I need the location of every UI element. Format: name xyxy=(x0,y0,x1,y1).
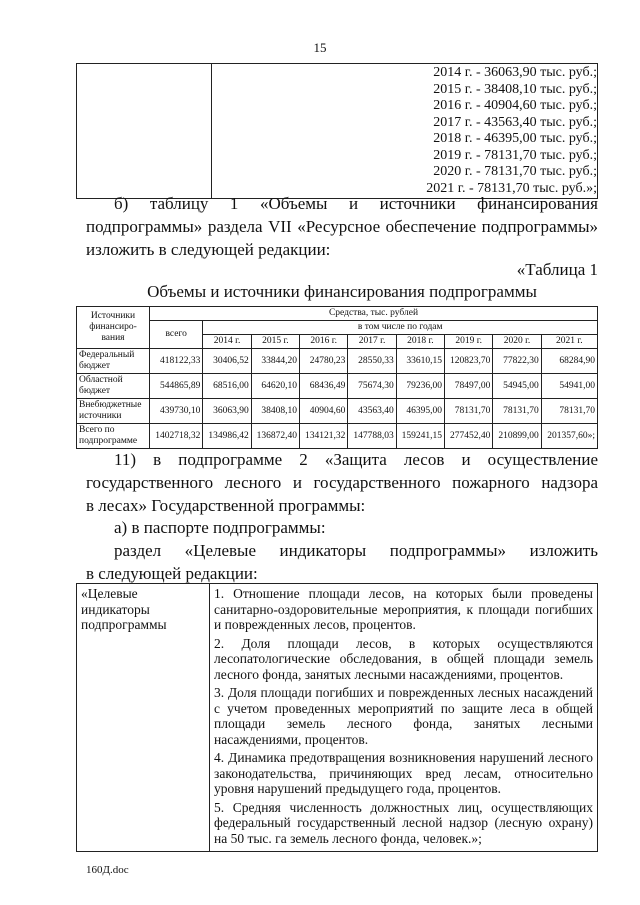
row-value: 64620,10 xyxy=(251,374,299,399)
paragraph-b-line-3: изложить в следующей редакции: xyxy=(86,240,331,259)
funding-values-cell xyxy=(212,64,598,199)
row-value: 33610,15 xyxy=(396,349,444,374)
table-title: Объемы и источники финансирования подпрограммы xyxy=(147,282,537,301)
paragraph-11 xyxy=(86,448,598,517)
targets-table xyxy=(76,583,598,852)
header-source: Источники финансиро-вания xyxy=(77,307,150,349)
paragraph-b-line-2: подпрограммы» раздела VII «Ресурсное обеспечение подпрограммы» xyxy=(86,217,598,236)
row-source: Внебюджетные источники xyxy=(77,399,150,424)
row-value: 78131,70 xyxy=(493,399,541,424)
paragraph-section-line-2: в следующей редакции: xyxy=(86,564,258,583)
table-row xyxy=(77,424,598,449)
targets-items-cell xyxy=(210,584,598,852)
header-year: 2017 г. xyxy=(348,335,396,349)
targets-label: «Целевые индикаторы подпрограммы xyxy=(77,584,210,852)
row-value: 24780,23 xyxy=(300,349,348,374)
paragraph-11-line-1: 11) в подпрограмме 2 «Защита лесов и осуществление xyxy=(114,450,598,469)
header-year: 2020 г. xyxy=(493,335,541,349)
row-value: 77822,30 xyxy=(493,349,541,374)
row-value: 120823,70 xyxy=(445,349,493,374)
row-value: 46395,00 xyxy=(396,399,444,424)
funding-line-2021: 2021 г. - 78131,70 тыс. руб.»; xyxy=(426,180,597,196)
row-value: 159241,15 xyxy=(396,424,444,449)
target-item: 3. Доля площади погибших и поврежденных лесных насаждений с учетом проведенных мероприятий по защите леса в общей площади земель лесного фонда, занятых лесными насаждениями, процентов. xyxy=(214,685,593,747)
row-value: 33844,20 xyxy=(251,349,299,374)
row-value: 36063,90 xyxy=(203,399,251,424)
row-total: 1402718,32 xyxy=(150,424,203,449)
row-total: 418122,33 xyxy=(150,349,203,374)
row-value: 134121,32 xyxy=(300,424,348,449)
target-item: 5. Средняя численность должностных лиц, осуществляющих федеральный государственный лесной надзор (лесную охрану) на 50 тыс. га земель лесного фонда, человек.»; xyxy=(214,799,593,846)
header-funds: Средства, тыс. рублей xyxy=(150,307,598,321)
row-value: 210899,00 xyxy=(493,424,541,449)
target-item: 1. Отношение площади лесов, на которых были проведены санитарно-оздоровительные мероприятия, к площади погибших и поврежденных лесов, процентов. xyxy=(214,586,593,632)
row-value: 147788,03 xyxy=(348,424,396,449)
financing-table xyxy=(76,306,598,449)
page-number: 15 xyxy=(313,40,327,55)
row-value: 43563,40 xyxy=(348,399,396,424)
funding-line-2018: 2018 г. - 46395,00 тыс. руб.; xyxy=(433,131,597,146)
target-item: 2. Доля площади лесов, в которых осуществляются лесопатологические обследования, в общей площади земель лесного фонда, занятых лесными насаждениями, процентов. xyxy=(214,635,593,682)
funding-label-cell xyxy=(77,64,212,199)
row-value: 30406,52 xyxy=(203,349,251,374)
paragraph-b-line-1: б) таблицу 1 «Объемы и источники финансирования xyxy=(114,194,598,213)
paragraph-11-line-2: государственного лесного и государственного пожарного надзора xyxy=(86,473,598,492)
funding-line-2020: 2020 г. - 78131,70 тыс. руб.; xyxy=(433,164,597,179)
row-value: 78497,00 xyxy=(445,374,493,399)
row-value: 28550,33 xyxy=(348,349,396,374)
paragraph-a: а) в паспорте подпрограммы: xyxy=(114,518,326,537)
row-source: Всего по подпрограмме xyxy=(77,424,150,449)
header-year: 2015 г. xyxy=(251,335,299,349)
row-value: 277452,40 xyxy=(445,424,493,449)
row-value: 134986,42 xyxy=(203,424,251,449)
row-total: 439730,10 xyxy=(150,399,203,424)
row-value: 78131,70 xyxy=(541,399,597,424)
footer-filename: 160Д.doc xyxy=(86,864,129,876)
funding-line-2016: 2016 г. - 40904,60 тыс. руб.; xyxy=(433,98,597,113)
table-row xyxy=(77,349,598,374)
header-year: 2018 г. xyxy=(396,335,444,349)
funding-line-2014: 2014 г. - 36063,90 тыс. руб.; xyxy=(433,65,597,80)
row-value: 54941,00 xyxy=(541,374,597,399)
paragraph-b xyxy=(86,192,598,261)
row-value: 201357,60»; xyxy=(541,424,597,449)
paragraph-section-line-1: раздел «Целевые индикаторы подпрограммы» изложить xyxy=(114,541,598,560)
row-value: 68436,49 xyxy=(300,374,348,399)
table-row xyxy=(77,374,598,399)
row-value: 136872,40 xyxy=(251,424,299,449)
table-row xyxy=(77,399,598,424)
paragraph-11-line-3: в лесах» Государственной программы: xyxy=(86,496,366,515)
table-label: «Таблица 1 xyxy=(516,260,598,279)
funding-line-2017: 2017 г. - 43563,40 тыс. руб.; xyxy=(433,114,597,130)
funding-line-2015: 2015 г. - 38408,10 тыс. руб.; xyxy=(433,81,597,97)
row-value: 40904,60 xyxy=(300,399,348,424)
row-source: Федеральный бюджет xyxy=(77,349,150,374)
header-year: 2016 г. xyxy=(300,335,348,349)
funding-continuation-table xyxy=(76,63,598,199)
header-year: 2021 г. xyxy=(541,335,597,349)
paragraph-section xyxy=(86,539,598,585)
row-value: 54945,00 xyxy=(493,374,541,399)
row-value: 79236,00 xyxy=(396,374,444,399)
row-source: Областной бюджет xyxy=(77,374,150,399)
row-value: 68284,90 xyxy=(541,349,597,374)
row-total: 544865,89 xyxy=(150,374,203,399)
header-year: 2019 г. xyxy=(445,335,493,349)
target-item: 4. Динамика предотвращения возникновения нарушений лесного законодательства, причиняющих вред лесам, относительно уровня нарушений предыдущего года, процентов. xyxy=(214,750,593,796)
row-value: 78131,70 xyxy=(445,399,493,424)
header-total: всего xyxy=(150,321,203,349)
header-by-year: в том числе по годам xyxy=(203,321,598,335)
header-year: 2014 г. xyxy=(203,335,251,349)
row-value: 38408,10 xyxy=(251,399,299,424)
funding-line-2019: 2019 г. - 78131,70 тыс. руб.; xyxy=(433,147,597,163)
row-value: 75674,30 xyxy=(348,374,396,399)
row-value: 68516,00 xyxy=(203,374,251,399)
